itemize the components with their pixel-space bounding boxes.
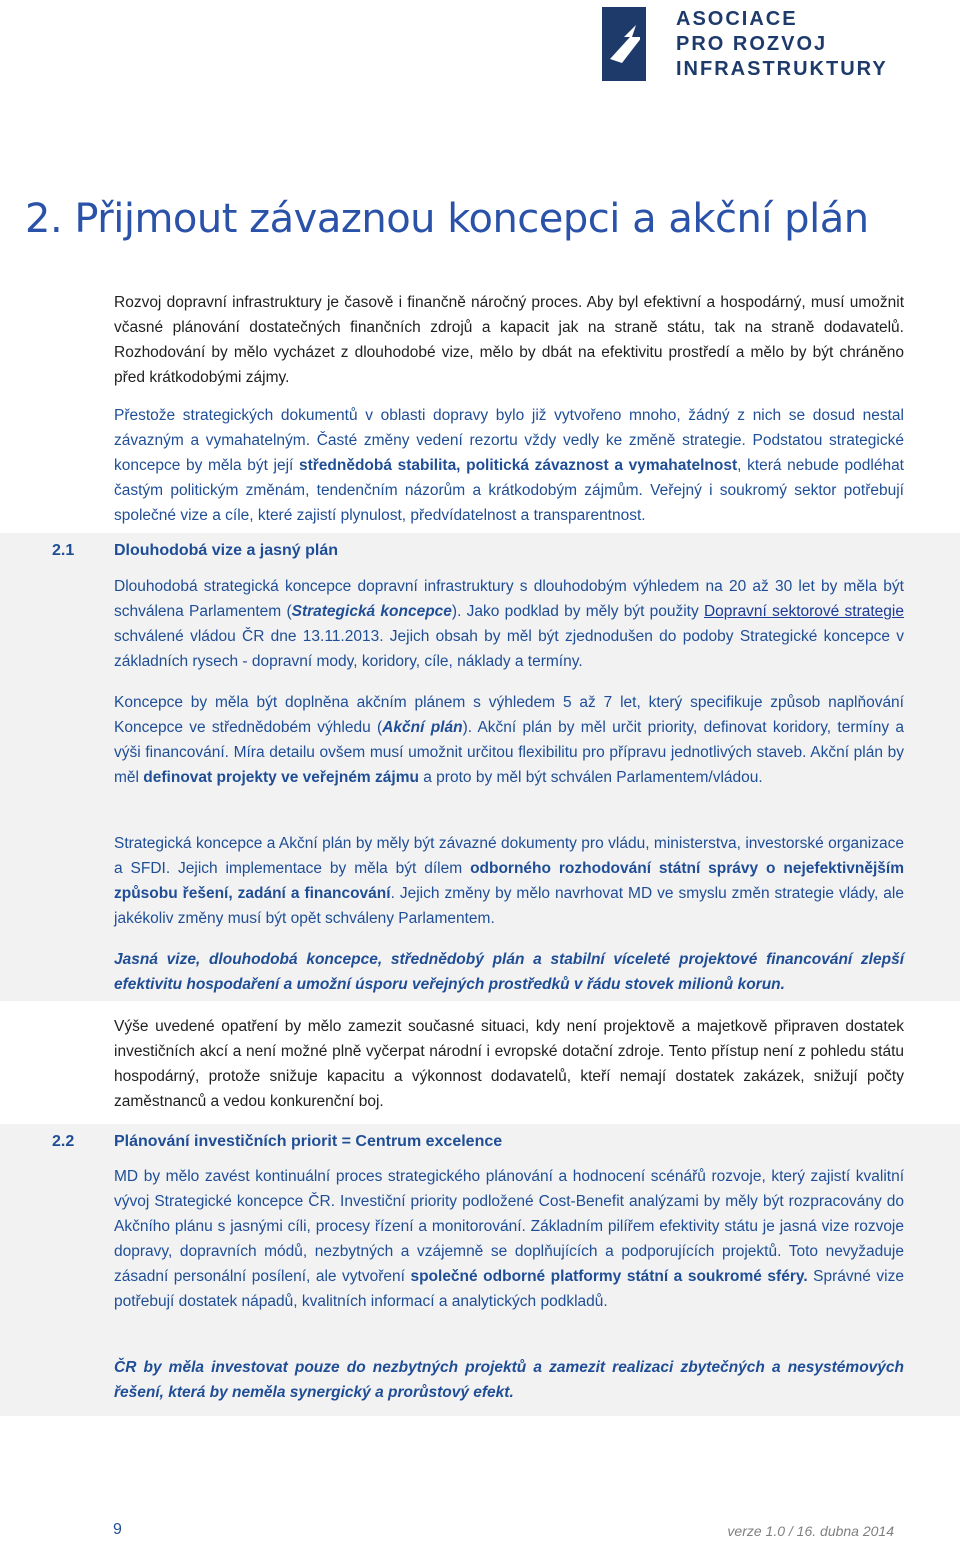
bold-italic-text-run: Strategická koncepce [291,603,452,620]
text-run: ). Jako podklad by měly být použity [451,603,704,620]
text-run: Správné vize potřebují dostatek nápadů, kvalitních informací a analytických podkladů. [114,1268,904,1310]
logo-line-1: ASOCIACE [676,8,798,30]
text-run: Strategická koncepce a Akční plán by měly být závazné dokumenty pro vládu, ministerstva, investorské organizace a SFDI. Jejich implementace by měla být dílem [114,835,904,877]
dopravni-sektorove-strategie-link[interactable]: Dopravní sektorové strategie [703,603,904,620]
chapter-title: 2. Přijmout závaznou koncepci a akční plán [25,196,869,242]
text-run: , která nebude podléhat častým politickým změnám, tendenčním názorům a krátkodobým zájmům. Veřejný i soukromý sektor potřebují společné vize a cíle, které zajistí plynulost, předvídatelnost a transparentnost. [114,457,904,524]
section-2-1-summary: Jasná vize, dlouhodobá koncepce, střednědobý plán a stabilní víceleté projektové financování zlepší efektivitu hospodaření a umožní úsporu veřejných prostředků v řádu stovek milionů korun. [114,951,904,993]
text-run: schválené vládou ČR dne 13.11.2013. Jejich obsah by měl být zjednodušen do podoby Strategické koncepce v základních rysech - dopravní mody, koridory, cíle, náklady a termíny. [114,628,904,670]
section-2-1-paragraph-1 [114,574,904,674]
intro-paragraph-2 [114,403,904,528]
association-logo [602,7,908,81]
section-2-1-paragraph-3 [114,831,904,931]
logo-line-2: PRO ROZVOJ [676,33,828,55]
text-run: ). Akční plán by měl určit priority, definovat koridory, termíny a výši financování. Míra detailu ovšem musí umožnit určitou flexibilitu pro přípravu jednotlivých staveb. Akční plán by měl [114,719,904,786]
logo-text [676,7,908,82]
page-number: 9 [113,1521,122,1538]
bold-text-run: definovat projekty ve veřejném zájmu [143,769,419,786]
section-2-2-title: Plánování investičních priorit = Centrum excelence [114,1133,503,1150]
section-2-2-paragraph-1 [114,1164,904,1314]
bold-text-run: odborného rozhodování státní správy o nejefektivnějším způsobu řešení, zadání a financování [114,860,904,902]
logo-mark-icon [602,7,662,81]
between-paragraph: Výše uvedené opatření by mělo zamezit současné situaci, kdy není projektově a majetkově připraven dostatek investičních akcí a není možné plně vyčerpat národní i evropské dotační zdroje. Tento přístup není z pohledu státu hospodárný, protože snižuje kapacitu a výkonnost dodavatelů, kteří nemají dostatek zakázek, snižují počty zaměstnanců a vedou konkurenční boj. [114,1018,904,1110]
section-2-1-paragraph-2 [114,690,904,790]
text-run: . Jejich změny by mělo navrhovat MD ve smyslu změn strategie vlády, ale jakékoliv změny musí být opět schváleny Parlamentem. [114,885,904,927]
section-2-2-summary: ČR by měla investovat pouze do nezbytných projektů a zamezit realizaci zbytečných a nesystémových řešení, která by neměla synergický a prorůstový efekt. [114,1359,904,1401]
section-2-1-number: 2.1 [52,542,75,559]
section-2-2-number: 2.2 [52,1133,75,1150]
section-2-1-title: Dlouhodobá vize a jasný plán [114,542,339,559]
intro-paragraph-1: Rozvoj dopravní infrastruktury je časově i finančně náročný proces. Aby byl efektivní a hospodárný, musí umožnit včasné plánování dostatečných finančních zdrojů a kapacit jak na straně státu, tak na straně dodavatelů. Rozhodování by mělo vycházet z dlouhodobé vize, mělo by dbát na efektivitu prostředí a mělo by být chráněno před krátkodobými zájmy. [114,294,904,386]
bold-italic-text-run: Akční plán [382,719,463,736]
bold-text-run: společné odborné platformy státní a soukromé sféry. [410,1268,808,1285]
text-run: Přestože strategických dokumentů v oblasti dopravy bylo již vytvořeno mnoho, žádný z nich se dosud nestal závazným a vymahatelným. Časté změny vedení rezortu vždy vedly ke změně strategie. Podstatou strategické koncepce by měla být její [114,407,904,474]
bold-text-run: střednědobá stabilita, politická závaznost a vymahatelnost [298,457,738,474]
text-run: MD by mělo zavést kontinuální proces strategického plánování a hodnocení scénářů rozvoje, který zajistí kvalitní vývoj Strategické koncepce ČR. Investiční priority podložené Cost-Benefit analýzami by měly být rozpracovány do Akčního plánu s jasnými cíli, procesy řízení a monitorování. Základním pilířem efektivity státu je jasná vize rozvoje dopravy, dopravních módů, nezbytných a vzájemně se doplňujících a podporujících projektů. Toto nevyžaduje zásadní personální posílení, ale vytvoření [114,1168,904,1285]
version-label: verze 1.0 / 16. dubna 2014 [727,1523,894,1539]
text-run: Koncepce by měla být doplněna akčním plánem s výhledem 5 až 7 let, který specifikuje způsob naplňování Koncepce ve střednědobém výhledu ( [114,694,904,736]
text-run: Dlouhodobá strategická koncepce dopravní infrastruktury s dlouhodobým výhledem na 20 až 30 let by měla být schválena Parlamentem ( [114,578,904,620]
text-run: a proto by měl být schválen Parlamentem/vládou. [418,769,763,786]
logo-line-3: INFRASTRUKTURY [676,58,888,80]
